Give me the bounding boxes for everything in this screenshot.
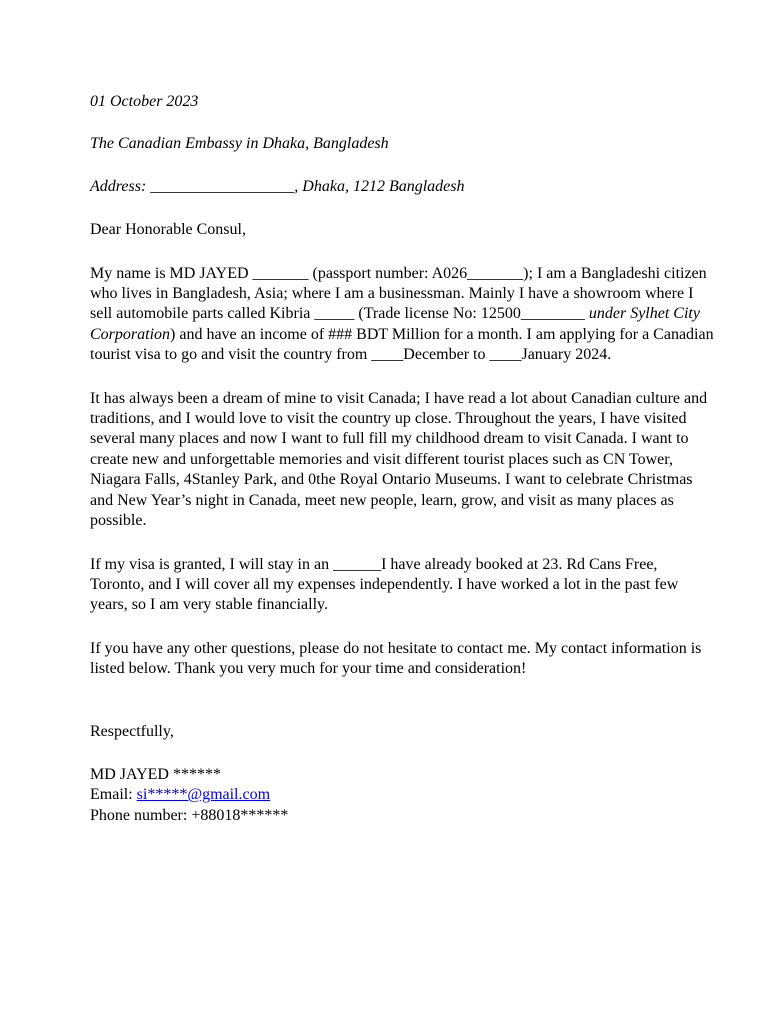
signature-email: [90, 785, 715, 805]
email-link[interactable]: si*****@gmail.com: [136, 786, 271, 804]
paragraph-stay: If my visa is granted, I will stay in an ______I have already booked at 23. Rd Cans Free, Toronto, and I will cover all my expenses independently. I have worked a lot in the past few years, so I am very stable financially.: [90, 555, 679, 614]
paragraph-dream: It has always been a dream of mine to visit Canada; I have read a lot about Canadian culture and traditions, and I would love to visit the country up close. Throughout the years, I have visited several many places and now I want to full fill my childhood dream to visit Canada. I want to create new and unforgettable memories and visit different tourist places such as CN Tower, Niagara Falls, 4Stanley Park, and 0the Royal Ontario Museums. I want to celebrate Christmas and New Year’s night in Canada, meet new people, learn, grow, and visit as many places as possible.: [90, 389, 708, 530]
paragraph-introduction-text-b: ) and have an income of ### BDT Million for a month. I am applying for a Canadian tourist visa to go and visit the country from ____December to ____January 2024.: [90, 325, 714, 364]
closing: Respectfully,: [90, 722, 174, 740]
paragraph-contact: If you have any other questions, please do not hesitate to contact me. My contact information is listed below. Thank you very much for your time and consideration!: [90, 639, 702, 678]
letter-body: [90, 92, 715, 826]
paragraph-introduction-text-a: My name is MD JAYED _______ (passport number: A026_______); I am a Bangladeshi citizen who lives in Bangladesh, Asia; where I am a businessman. Mainly I have a showroom where I sell automobile parts called Kibria _____ (Trade license No: 12500________: [90, 264, 707, 323]
signature-phone: Phone number: +88018******: [90, 806, 289, 824]
signature-name: MD JAYED ******: [90, 765, 221, 783]
recipient-line: The Canadian Embassy in Dhaka, Bangladesh: [90, 135, 389, 153]
paragraph-introduction-italic: under Sylhet City Corporation: [90, 305, 700, 343]
greeting: Dear Honorable Consul,: [90, 221, 246, 239]
letter-date: 01 October 2023: [90, 93, 199, 110]
address-line: Address: __________________, Dhaka, 1212 Bangladesh: [90, 177, 465, 195]
paragraph-introduction: [90, 264, 715, 366]
email-label: Email:: [90, 786, 137, 804]
